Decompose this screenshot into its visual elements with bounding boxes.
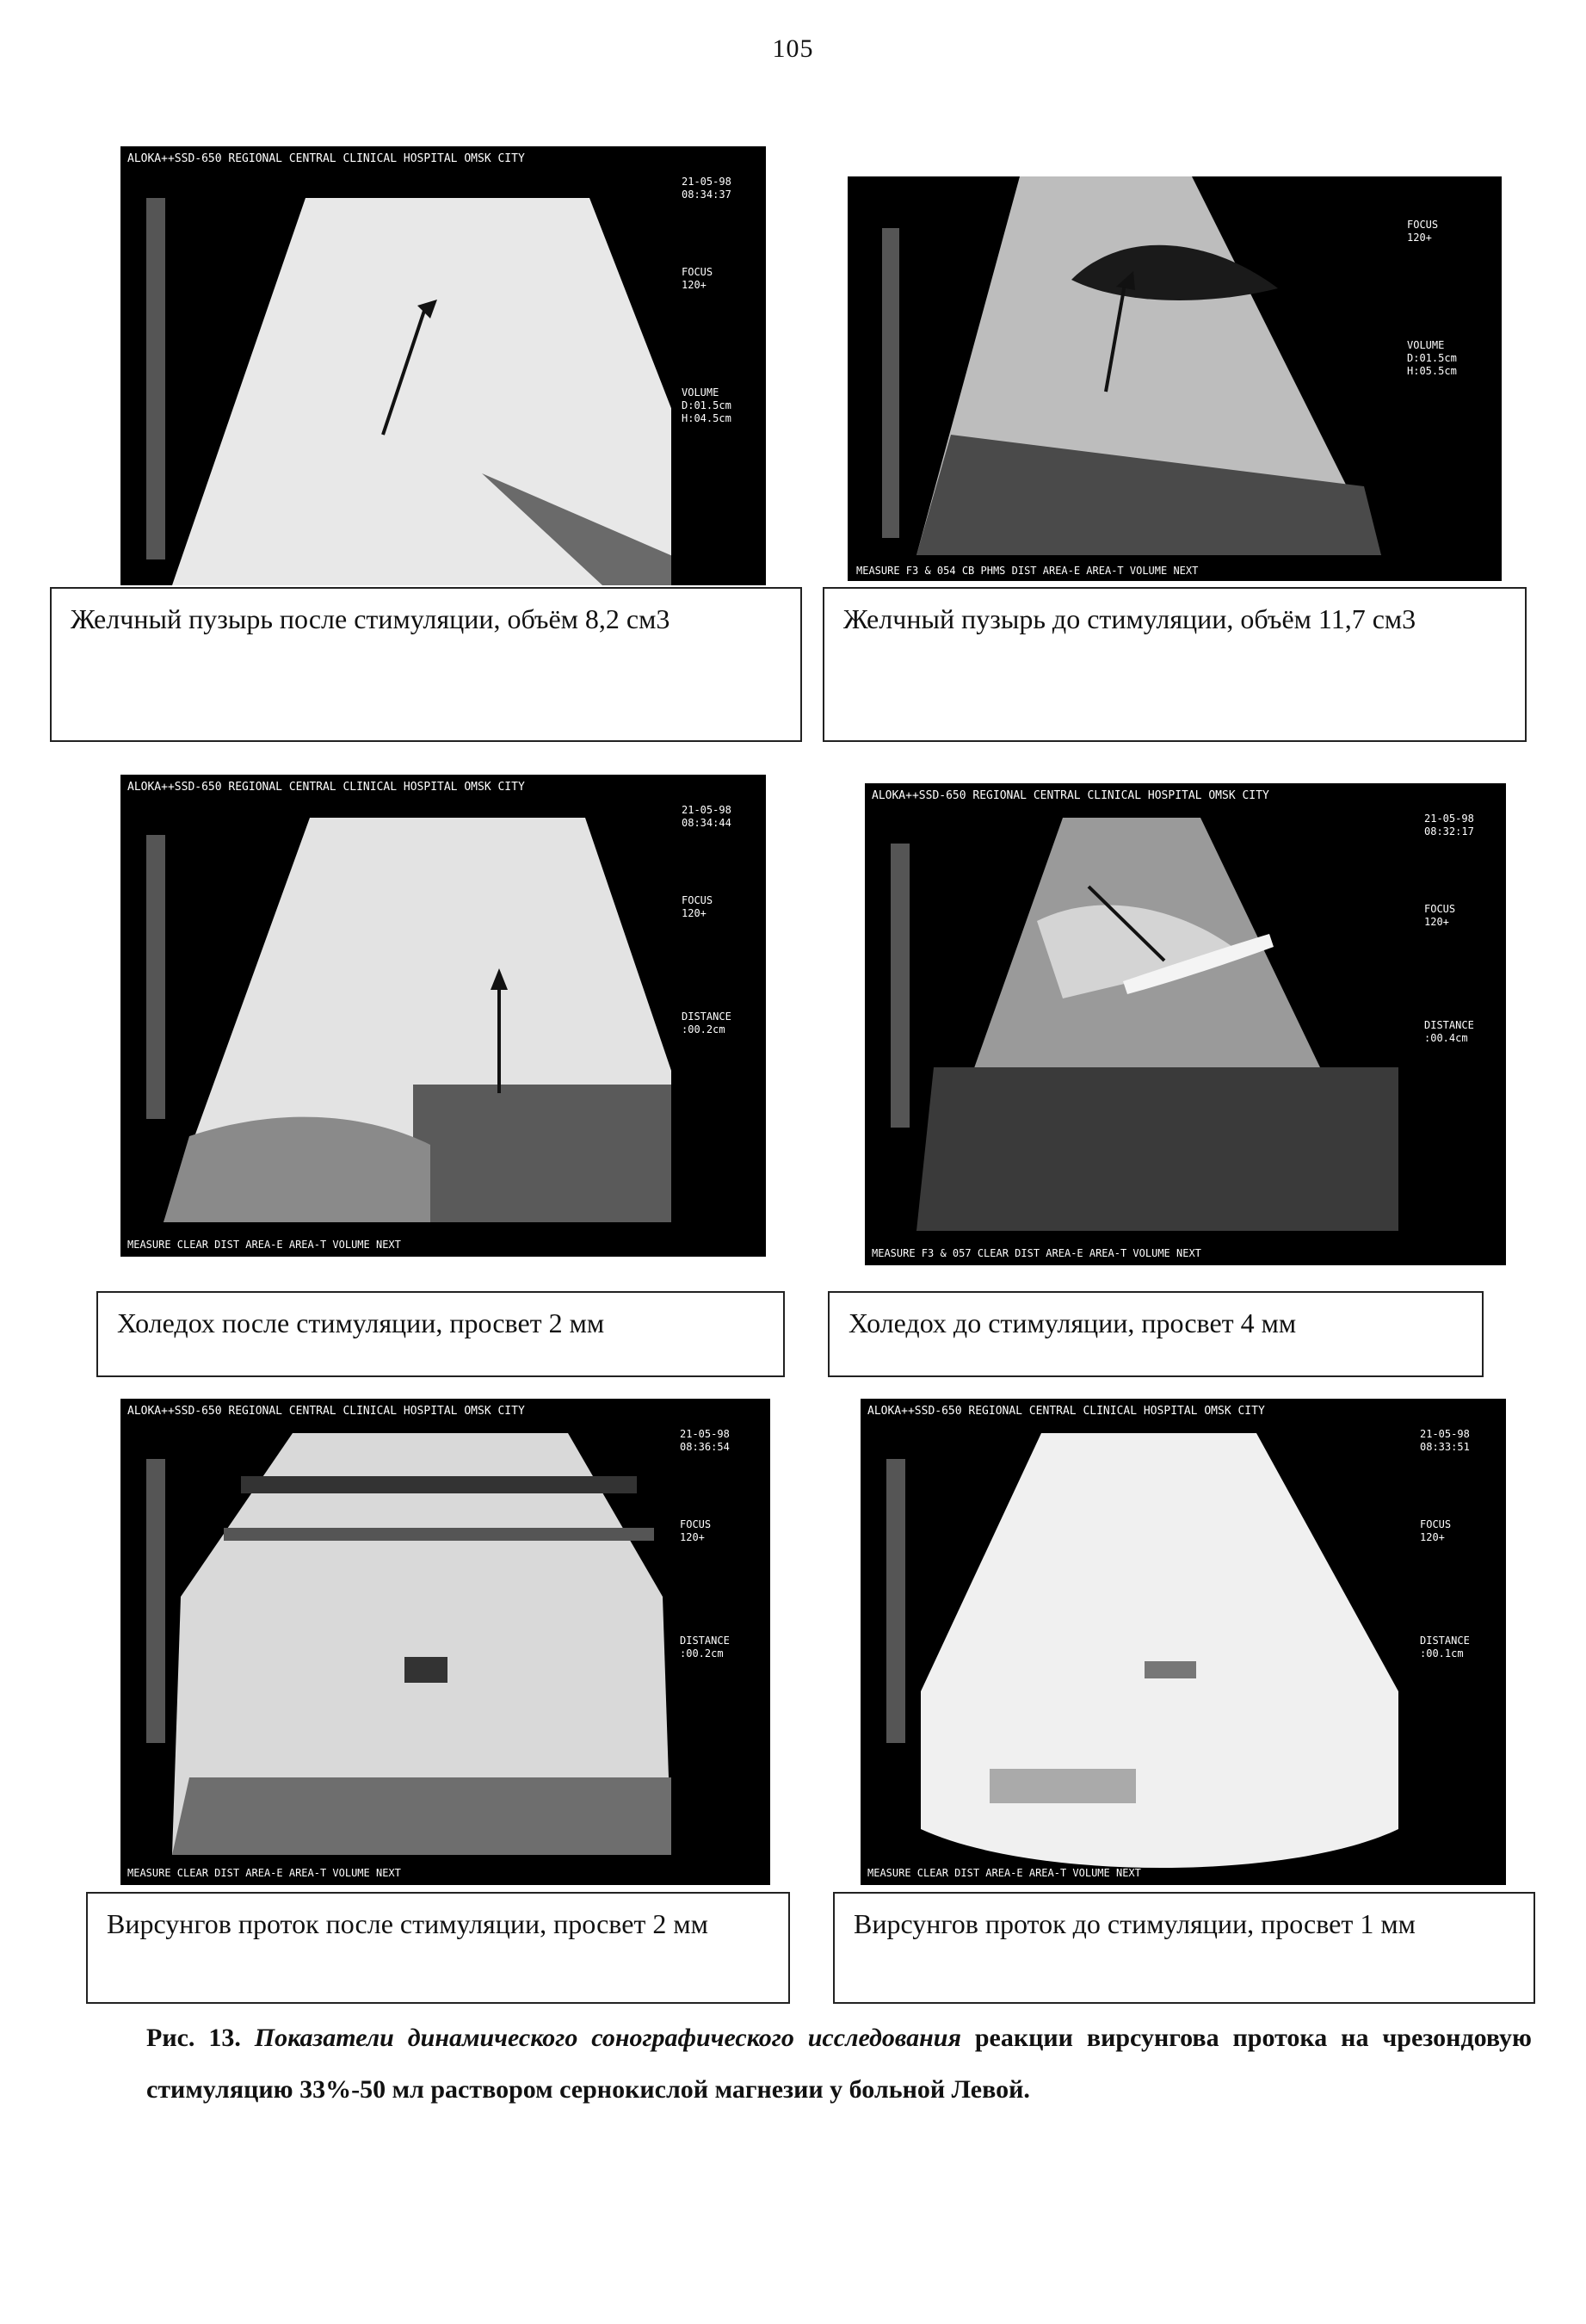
svg-text:MEASURE CLEAR DIST AREA-E A: MEASURE CLEAR DIST AREA-E AREA-T VOLUME NEXT: [127, 1867, 401, 1879]
svg-text::00.4cm: :00.4cm: [1424, 1032, 1468, 1044]
svg-text:08:32:17: 08:32:17: [1424, 825, 1474, 838]
svg-text:MEASURE F3 & 054 CB PHMS DIS: MEASURE F3 & 054 CB PHMS DIST AREA-E AREA-T VOLUME NEXT: [856, 565, 1199, 577]
svg-text:H:05.5cm: H:05.5cm: [1407, 365, 1457, 377]
svg-text:DISTANCE: DISTANCE: [1424, 1019, 1474, 1031]
svg-text:21-05-98: 21-05-98: [680, 1428, 730, 1440]
svg-text:VOLUME: VOLUME: [1407, 339, 1445, 351]
page-number: 105: [772, 34, 814, 63]
image-header-text: ALOKA++SSD-650 REGIONAL CENTRAL CLINICAL HOSPITAL OMSK CITY: [127, 152, 525, 165]
ultrasound-image-choledochus-before: [865, 783, 1506, 1265]
svg-text:FOCUS: FOCUS: [682, 266, 713, 278]
svg-text:120+: 120+: [1424, 916, 1449, 928]
svg-text:MEASURE F3 & 057 CLEAR DIST: MEASURE F3 & 057 CLEAR DIST AREA-E AREA-T VOLUME NEXT: [872, 1247, 1201, 1259]
svg-text:VOLUME: VOLUME: [682, 386, 719, 399]
caption-gallbladder-before: Желчный пузырь до стимуляции, объём 11,7 см3: [823, 587, 1527, 742]
svg-text:ALOKA++SSD-650 REGIONAL CENTRA: ALOKA++SSD-650 REGIONAL CENTRAL CLINICAL HOSPITAL OMSK CITY: [872, 789, 1269, 802]
svg-text:21-05-98: 21-05-98: [682, 804, 731, 816]
caption-choledochus-before: Холедох до стимуляции, просвет 4 мм: [828, 1291, 1484, 1377]
svg-text:H:04.5cm: H:04.5cm: [682, 412, 731, 424]
caption-gallbladder-after: Желчный пузырь после стимуляции, объём 8,2 см3: [50, 587, 802, 742]
svg-text:ALOKA++SSD-650 REGIONAL CENTRA: ALOKA++SSD-650 REGIONAL CENTRAL CLINICAL HOSPITAL OMSK CITY: [127, 1405, 525, 1418]
svg-text:08:34:44: 08:34:44: [682, 817, 731, 829]
svg-text:21-05-98: 21-05-98: [1424, 813, 1474, 825]
svg-text:DISTANCE: DISTANCE: [680, 1635, 730, 1647]
svg-text:120+: 120+: [1407, 232, 1432, 244]
caption-wirsung-after: Вирсунгов проток после стимуляции, просвет 2 мм: [86, 1892, 790, 2004]
caption-choledochus-after: Холедох после стимуляции, просвет 2 мм: [96, 1291, 785, 1377]
svg-text:ALOKA++SSD-650 REGIONAL CENTRA: ALOKA++SSD-650 REGIONAL CENTRAL CLINICAL HOSPITAL OMSK CITY: [127, 781, 525, 794]
figure-caption-emphasis: Показатели динамического сонографического исследования: [254, 2024, 961, 2052]
svg-text:DISTANCE: DISTANCE: [682, 1011, 731, 1023]
svg-text:120+: 120+: [682, 907, 707, 919]
svg-text:FOCUS: FOCUS: [1407, 219, 1439, 231]
svg-text:08:33:51: 08:33:51: [1420, 1441, 1470, 1453]
svg-text:FOCUS: FOCUS: [682, 894, 713, 906]
svg-text:FOCUS: FOCUS: [680, 1518, 712, 1530]
ultrasound-image-gallbladder-before: [848, 176, 1502, 581]
svg-text::00.2cm: :00.2cm: [680, 1647, 724, 1660]
svg-text:120+: 120+: [680, 1531, 705, 1543]
svg-text:D:01.5cm: D:01.5cm: [682, 399, 731, 411]
svg-text:MEASURE CLEAR DIST AREA-E A: MEASURE CLEAR DIST AREA-E AREA-T VOLUME NEXT: [127, 1239, 401, 1251]
figure-caption: [146, 2012, 1532, 2116]
svg-text:120+: 120+: [682, 279, 707, 291]
svg-text:120+: 120+: [1420, 1531, 1445, 1543]
caption-wirsung-before: Вирсунгов проток до стимуляции, просвет 1 мм: [833, 1892, 1535, 2004]
figure-label: Рис. 13.: [146, 2024, 241, 2052]
svg-text:FOCUS: FOCUS: [1424, 903, 1456, 915]
figure-caption-text: реакции вирсунгова протока на чрезондовую стимуляцию 33%-50 мл раствором сернокислой магнезии у больной Левой.: [146, 2024, 1532, 2104]
svg-text::00.2cm: :00.2cm: [682, 1023, 725, 1035]
svg-text:21-05-98: 21-05-98: [1420, 1428, 1470, 1440]
ultrasound-image-gallbladder-after: [120, 146, 766, 585]
svg-text:ALOKA++SSD-650 REGIONAL CENTRA: ALOKA++SSD-650 REGIONAL CENTRAL CLINICAL HOSPITAL OMSK CITY: [867, 1405, 1265, 1418]
svg-text:08:36:54: 08:36:54: [680, 1441, 730, 1453]
svg-text::00.1cm: :00.1cm: [1420, 1647, 1464, 1660]
ultrasound-image-wirsung-after: [120, 1399, 770, 1885]
svg-text:FOCUS: FOCUS: [1420, 1518, 1452, 1530]
svg-text:D:01.5cm: D:01.5cm: [1407, 352, 1457, 364]
svg-text:MEASURE CLEAR DIST AREA-E A: MEASURE CLEAR DIST AREA-E AREA-T VOLUME NEXT: [867, 1867, 1141, 1879]
svg-text:08:34:37: 08:34:37: [682, 189, 731, 201]
svg-text:DISTANCE: DISTANCE: [1420, 1635, 1470, 1647]
ultrasound-image-choledochus-after: [120, 775, 766, 1257]
ultrasound-image-wirsung-before: [861, 1399, 1506, 1885]
svg-text:21-05-98: 21-05-98: [682, 176, 731, 188]
